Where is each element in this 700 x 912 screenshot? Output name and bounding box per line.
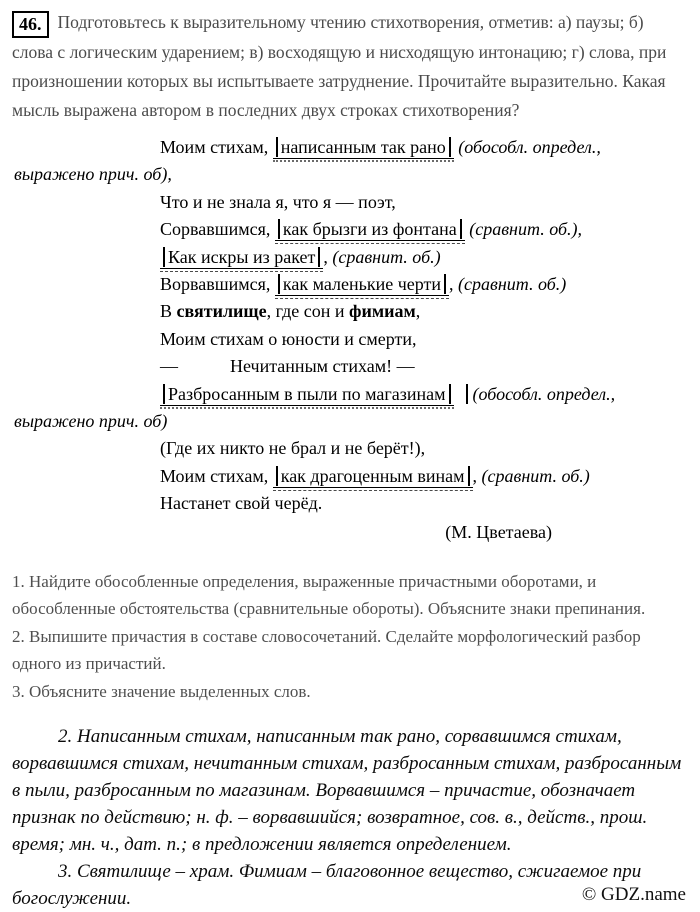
grammar-note: выражено прич. об), xyxy=(14,164,172,185)
underlined-phrase xyxy=(273,137,454,159)
poem-text: Моим стихам, xyxy=(160,137,273,157)
poem-line xyxy=(0,216,700,243)
pause-bar-mark xyxy=(466,384,468,404)
phrase-text: написанным так рано xyxy=(280,137,446,157)
poem-line xyxy=(0,490,700,517)
task-item-2: 2. Выпишите причастия в составе словосочетаний. Сделайте морфологический разбор одного из причастий. xyxy=(12,626,641,674)
poem-line xyxy=(0,271,700,298)
poem-line xyxy=(0,244,700,271)
underlined-phrase xyxy=(273,466,473,488)
copyright-watermark: © GDZ.name xyxy=(581,884,686,905)
exercise-header xyxy=(12,8,688,125)
task-item-3: 3. Объясните значение выделенных слов. xyxy=(12,681,311,701)
grammar-note: (сравнит. об.), xyxy=(464,219,583,240)
pause-bar-mark xyxy=(449,384,451,404)
poem-author: (М. Цветаева) xyxy=(445,521,552,542)
underlined-phrase xyxy=(275,274,449,296)
pause-bar-mark xyxy=(163,384,165,404)
pause-bar-mark xyxy=(318,247,320,267)
grammar-note: (сравнит. об.) xyxy=(327,246,441,267)
poem-text: — xyxy=(160,356,178,377)
underlined-phrase xyxy=(160,247,323,269)
pause-bar-mark xyxy=(276,137,278,157)
poem-line xyxy=(0,161,700,188)
phrase-text: как брызги из фонтана xyxy=(282,219,457,240)
highlighted-word: святилище xyxy=(176,301,267,322)
poem-line xyxy=(0,353,700,380)
grammar-note: (обособл. определ., xyxy=(453,137,601,157)
poem-line xyxy=(0,408,700,435)
poem-line xyxy=(0,463,700,490)
pause-bar-mark xyxy=(449,137,451,157)
poem-text: Что и не знала я, что я — поэт, xyxy=(160,191,396,212)
pause-bar-mark xyxy=(468,466,470,486)
poem-line xyxy=(0,326,700,353)
poem-line xyxy=(0,435,700,462)
answer-paragraph-2: 2. Написанным стихам, написанным так рано, сорвавшимся стихам, ворвавшимся стихам, нечитанным стихам, разбросанным стихам, разбросанным в пыли, разбросанным по магазинам. Ворвавшимся – причастие, обозначает признак по действию; н. ф. – ворвавшийся; возвратное, сов. в., действ., прош. время; мн. ч., дат. п.; в предложении является определением. xyxy=(12,726,682,856)
pause-bar-mark xyxy=(278,274,280,294)
poem-line xyxy=(0,189,700,216)
poem-text: , xyxy=(449,274,454,295)
poem-text: Ворвавшимся, xyxy=(160,274,275,295)
poem-text: Сорвавшимся, xyxy=(160,219,275,240)
poem-text: , xyxy=(472,465,478,486)
poem-text: , xyxy=(415,301,421,322)
poem xyxy=(0,134,700,546)
poem-line xyxy=(0,381,700,408)
poem-text: В xyxy=(160,301,177,322)
task-item-1: 1. Найдите обособленные определения, выраженные причастными оборотами, и обособленные обстоятельства (сравнительные обороты). Объясните знаки препинания. xyxy=(12,571,646,619)
poem-lines xyxy=(0,134,700,518)
underlined-phrase xyxy=(160,384,454,406)
poem-text: Моим стихам о юности и смерти, xyxy=(160,328,417,349)
poem-text: , xyxy=(323,246,328,267)
poem-text: Нечитанным стихам! — xyxy=(230,356,415,377)
grammar-note: (сравнит. об.) xyxy=(477,465,590,486)
underlined-phrase xyxy=(275,219,465,241)
poem-text: (Где их никто не брал и не берёт!), xyxy=(160,438,426,459)
poem-text: Моим стихам, xyxy=(160,465,273,486)
task-list xyxy=(12,568,686,706)
pause-bar-mark xyxy=(163,247,165,267)
exercise-number: 46. xyxy=(12,11,49,38)
poem-text: , где сон и xyxy=(266,301,349,322)
phrase-text: как маленькие черти xyxy=(282,274,442,295)
pause-bar-mark xyxy=(444,274,446,294)
poem-line xyxy=(0,298,700,325)
phrase-text: Как искры из ракет xyxy=(168,246,316,267)
answer-paragraph-3: 3. Святилище – храм. Фимиам – благовонное вещество, сжигаемое при богослужении. xyxy=(12,861,642,910)
poem-text: Настанет свой черёд. xyxy=(160,493,323,514)
pause-bar-mark xyxy=(276,466,278,486)
pause-bar-mark xyxy=(460,219,462,239)
phrase-text: Разбросанным в пыли по магазинам xyxy=(168,383,446,404)
grammar-note: (обособл. определ., xyxy=(472,383,616,404)
pause-bar-mark xyxy=(278,219,280,239)
exercise-prompt: Подготовьтесь к выразительному чтению стихотворения, отметив: а) паузы; б) слова с логическим ударением; в) восходящую и нисходящую интонацию; г) слова, при произношении которых вы испытываете затруднение. Прочитайте выразительно. Какая мысль выражена автором в последних двух строках стихотворения? xyxy=(12,12,667,120)
phrase-text: как драгоценным винам xyxy=(280,465,465,486)
poem-line xyxy=(0,134,700,161)
highlighted-word: фимиам xyxy=(349,301,416,322)
grammar-note: (сравнит. об.) xyxy=(453,274,567,295)
grammar-note: выражено прич. об) xyxy=(14,411,168,432)
